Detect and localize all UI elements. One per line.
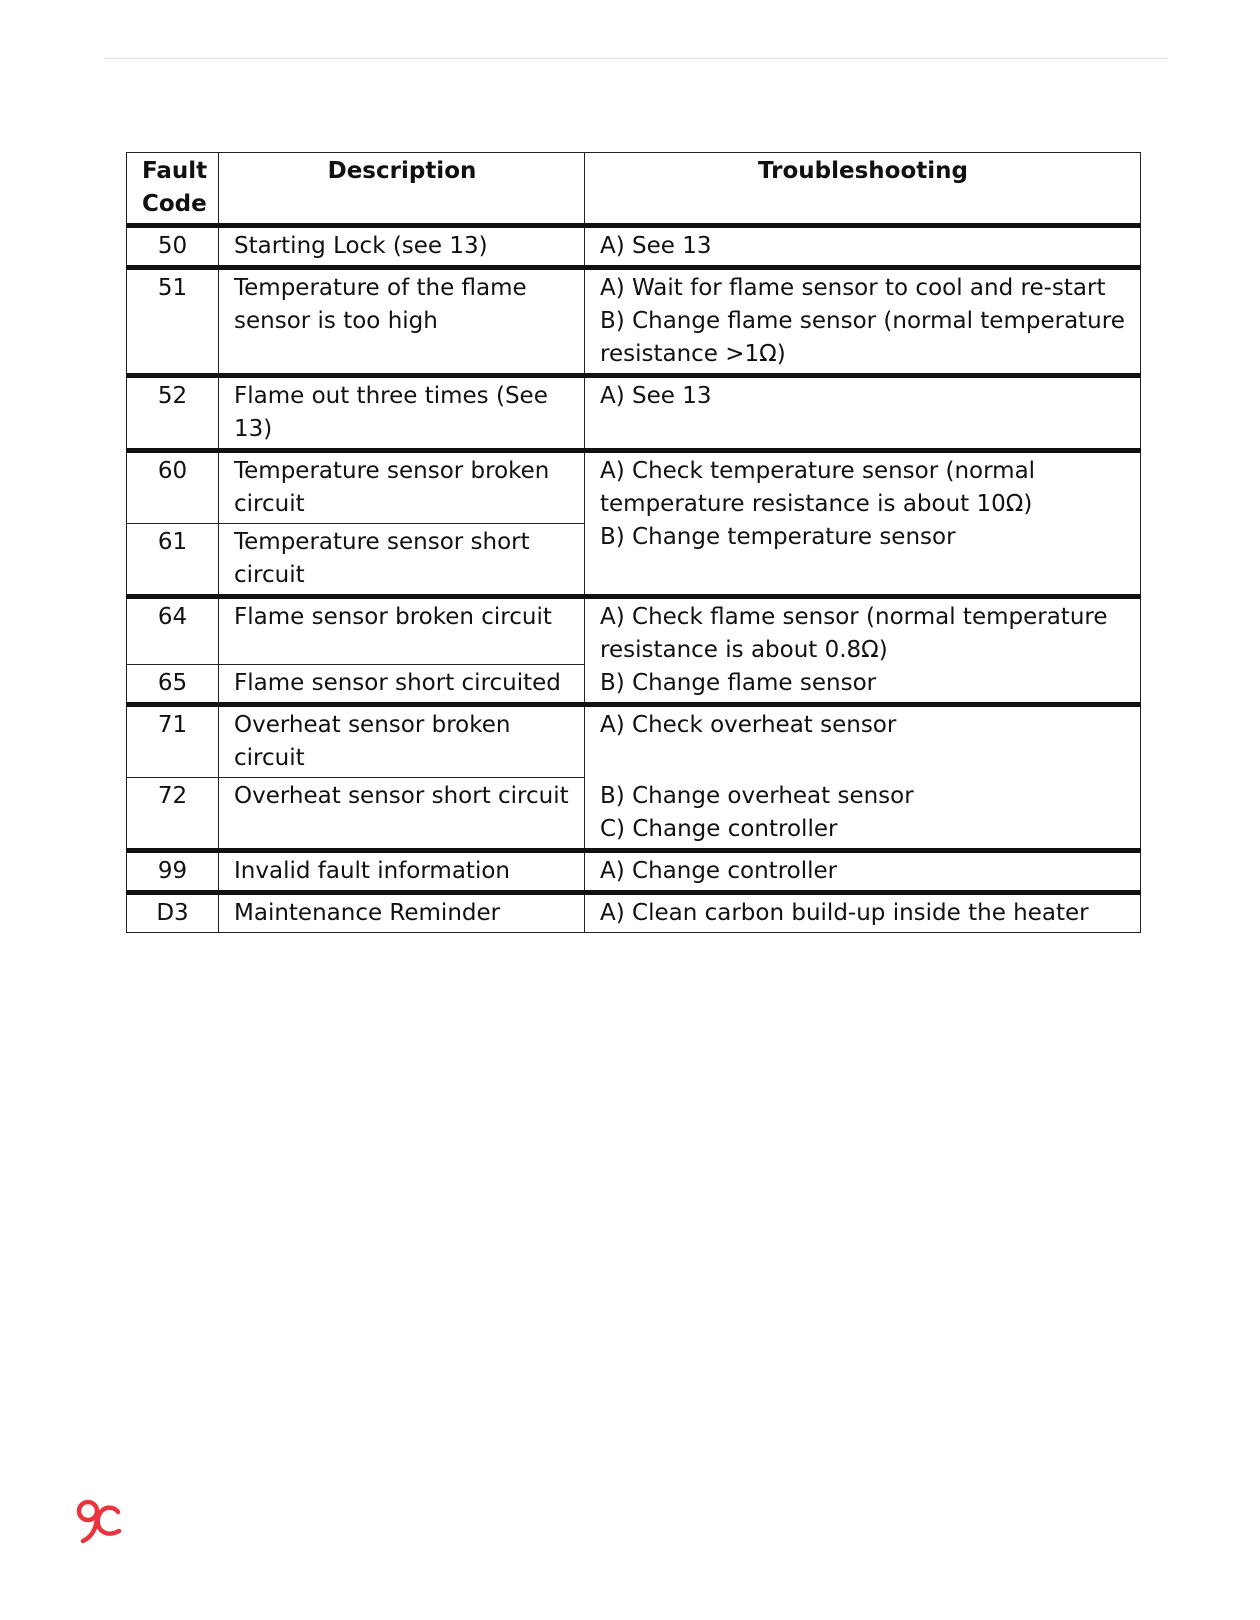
fault-code: 65 [127,665,219,705]
table-row [127,851,1141,893]
fault-code: 71 [127,705,219,778]
fault-troubleshooting: A) See 13 [585,376,1141,451]
fault-description: Flame sensor broken circuit [219,597,585,665]
table-row [127,893,1141,933]
fault-code: 60 [127,451,219,524]
fault-description: Overheat sensor short circuit [219,778,585,851]
fault-description: Temperature sensor broken circuit [219,451,585,524]
fault-description: Invalid fault information [219,851,585,893]
fault-description: Temperature of the flame sensor is too high [219,268,585,376]
header-divider [104,58,1168,59]
fault-troubleshooting: A) Change controller [585,851,1141,893]
fault-description: Flame sensor short circuited [219,665,585,705]
table-row [127,451,1141,524]
header-fault-code: Fault Code [127,153,219,226]
fault-code: 72 [127,778,219,851]
header-troubleshooting: Troubleshooting [585,153,1141,226]
fault-code: 64 [127,597,219,665]
table-header-row [127,153,1141,226]
fault-troubleshooting: A) Clean carbon build-up inside the heater [585,893,1141,933]
fault-troubleshooting-60-61: A) Check temperature sensor (normal temperature resistance is about 10Ω) B) Change temperature sensor [585,451,1141,597]
brand-logo [74,1498,124,1546]
fault-code: 51 [127,268,219,376]
fault-troubleshooting-64-65: A) Check flame sensor (normal temperature resistance is about 0.8Ω) B) Change flame sensor [585,597,1141,705]
fault-code-table [126,152,1141,933]
table-row [127,226,1141,268]
table-row [127,778,1141,851]
fault-description: Overheat sensor broken circuit [219,705,585,778]
fault-troubleshooting: B) Change overheat sensor C) Change controller [585,778,1141,851]
table-row [127,268,1141,376]
fault-code: D3 [127,893,219,933]
fault-troubleshooting: A) See 13 [585,226,1141,268]
fault-description: Maintenance Reminder [219,893,585,933]
fault-code: 50 [127,226,219,268]
fault-code: 99 [127,851,219,893]
fault-troubleshooting: A) Check overheat sensor [585,705,1141,778]
header-description: Description [219,153,585,226]
table-row [127,705,1141,778]
fault-code: 61 [127,524,219,597]
table-row [127,376,1141,451]
table-row [127,597,1141,665]
fault-description: Temperature sensor short circuit [219,524,585,597]
fault-code: 52 [127,376,219,451]
fault-description: Flame out three times (See 13) [219,376,585,451]
fault-description: Starting Lock (see 13) [219,226,585,268]
fault-troubleshooting: A) Wait for flame sensor to cool and re-start B) Change flame sensor (normal temperature resistance >1Ω) [585,268,1141,376]
